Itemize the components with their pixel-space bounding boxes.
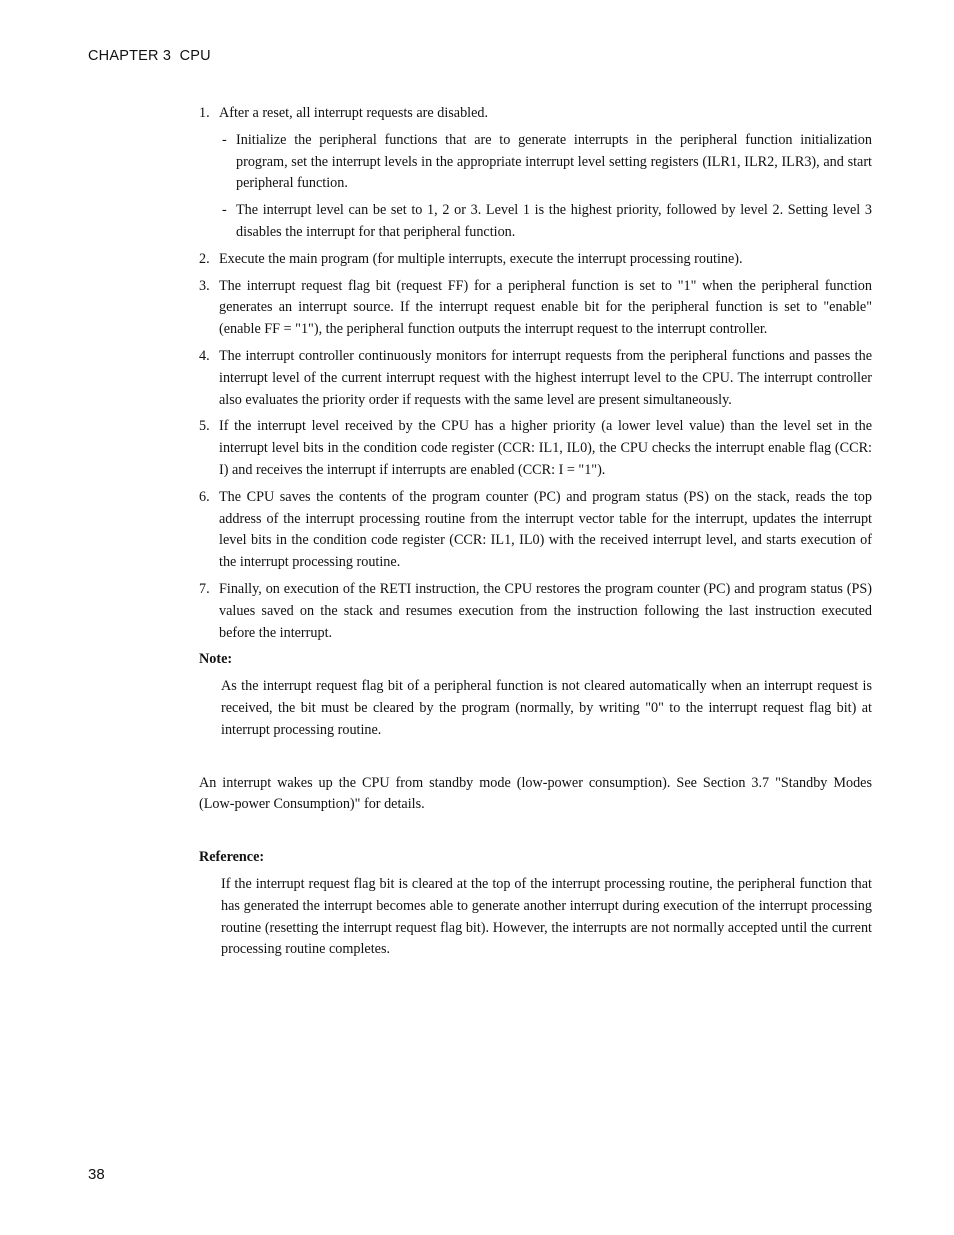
reference-text: If the interrupt request flag bit is cleared at the top of the interrupt processing routine, the peripheral function that has generated the interrupt becomes able to generate another interrupt during execution of the interrupt processing routine (resetting the interrupt request flag bit). However, the interrupts are not normally accepted until the current processing routine completes. [221, 875, 872, 958]
page-body [199, 103, 872, 961]
step-number: 6. [199, 488, 210, 505]
sub-list [219, 130, 872, 244]
list-item [199, 249, 872, 271]
dash-bullet: - [222, 131, 227, 148]
step-text: The interrupt controller continuously monitors for interrupt requests from the peripheral functions and passes the interrupt level of the current interrupt request with the highest interrupt level to the CPU. The interrupt controller also evaluates the priority order if requests with the same level are present simultaneously. [219, 347, 872, 408]
running-header: CHAPTER 3 CPU [88, 48, 211, 64]
note-heading: Note: [199, 651, 233, 668]
step-number: 4. [199, 347, 210, 364]
step-text: After a reset, all interrupt requests are disabled. [219, 105, 489, 121]
list-item [199, 346, 872, 411]
sub-item-text: Initialize the peripheral functions that are to generate interrupts in the peripheral function initialization program, set the interrupt levels in the appropriate interrupt level setting registers (ILR1, ILR2, ILR3), and start peripheral function. [236, 131, 872, 192]
step-text: Finally, on execution of the RETI instruction, the CPU restores the program counter (PC) and program status (PS) values saved on the stack and resumes execution from the instruction following the last instruction executed before the interrupt. [219, 580, 872, 641]
note-block [199, 649, 872, 741]
list-item [199, 103, 872, 244]
sub-item-text: The interrupt level can be set to 1, 2 or 3. Level 1 is the highest priority, followed by level 2. Setting level 3 disables the interrupt for that peripheral function. [236, 202, 872, 240]
interrupt-steps-list [199, 103, 872, 644]
step-number: 2. [199, 250, 210, 267]
step-number: 5. [199, 418, 210, 435]
step-text: If the interrupt level received by the CPU has a higher priority (a lower level value) than the level set in the interrupt level bits in the condition code register (CCR: IL1, IL0), the CPU checks the interrupt enable flag (CCR: I) and receives the interrupt if interrupts are enabled (CCR: I = "1"). [219, 418, 872, 478]
standby-wake-paragraph: An interrupt wakes up the CPU from standby mode (low-power consumption). See Section 3.7 "Standby Modes (Low-power Consumption)" for details. [199, 774, 872, 813]
dash-bullet: - [222, 202, 227, 219]
list-item [199, 487, 872, 574]
reference-block [199, 847, 872, 961]
sub-list-item [219, 200, 872, 244]
list-item [199, 579, 872, 644]
sub-list-item [219, 130, 872, 195]
reference-heading: Reference: [199, 849, 265, 866]
step-text: The interrupt request flag bit (request FF) for a peripheral function is set to "1" when the peripheral function generates an interrupt source. If the interrupt request enable bit for the peripheral function is set to "enable" (enable FF = "1"), the peripheral function outputs the interrupt request to the interrupt controller. [219, 277, 872, 338]
page-number: 38 [88, 1166, 105, 1183]
step-number: 3. [199, 277, 210, 294]
step-text: Execute the main program (for multiple interrupts, execute the interrupt processing routine). [219, 250, 743, 267]
step-number: 7. [199, 580, 210, 597]
step-text: The CPU saves the contents of the program counter (PC) and program status (PS) on the stack, reads the top address of the interrupt processing routine from the interrupt vector table for the interrupt, updates the interrupt level bits in the condition code register (CCR: IL1, IL0) with the received interrupt level, and starts execution of the interrupt processing routine. [219, 488, 872, 571]
list-item [199, 276, 872, 341]
list-item [199, 416, 872, 481]
step-number: 1. [199, 105, 210, 121]
note-text: As the interrupt request flag bit of a peripheral function is not cleared automatically when an interrupt request is received, the bit must be cleared by the program (normally, by writing "0" to the interrupt request flag bit) at interrupt processing routine. [221, 678, 872, 738]
